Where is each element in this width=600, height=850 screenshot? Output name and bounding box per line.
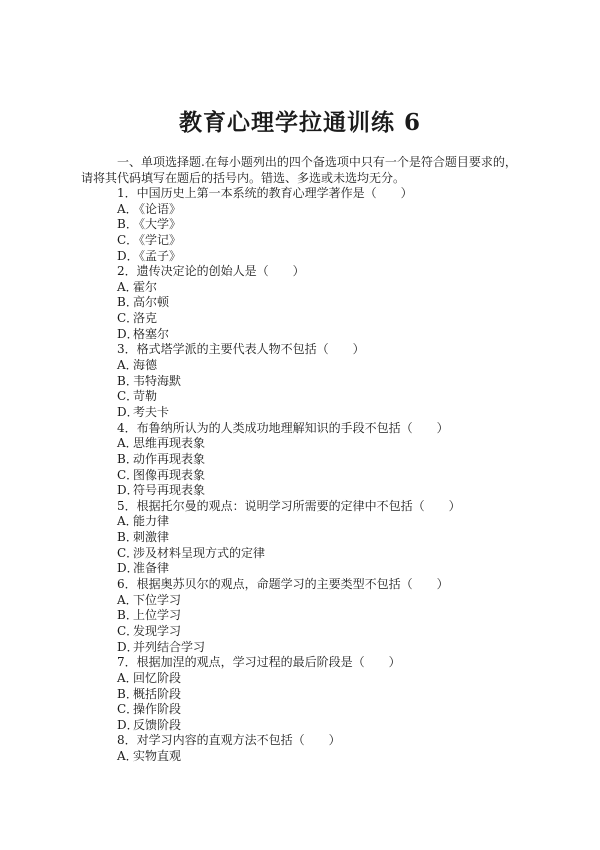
option-letter: C． [117, 389, 139, 404]
question-number: 4． [117, 420, 137, 435]
option-text: 上位学习 [133, 608, 182, 623]
option-letter: B． [117, 373, 138, 388]
option-text: 思维再现表象 [133, 436, 206, 451]
option-letter: C． [117, 232, 139, 247]
question-number: 8． [117, 733, 137, 748]
question-text: 中国历史上第一本系统的教育心理学著作是（ ） [136, 186, 413, 200]
answer-option [117, 452, 557, 468]
option-text: 苛勒 [133, 389, 158, 404]
answer-option [117, 389, 557, 405]
option-text: 《大学》 [133, 217, 182, 232]
answer-option [117, 280, 557, 296]
option-letter: B． [117, 217, 138, 232]
question-stem [117, 421, 557, 437]
option-letter: A． [117, 436, 138, 451]
option-text: 操作阶段 [133, 702, 182, 717]
option-letter: B． [117, 608, 138, 623]
option-text: 回忆阶段 [133, 670, 182, 685]
option-letter: D． [117, 404, 139, 419]
option-text: 图像再现表象 [133, 467, 206, 482]
option-letter: D． [117, 483, 139, 498]
page-title: 教育心理学拉通训练 6 [178, 109, 421, 136]
option-letter: C． [117, 311, 139, 326]
answer-option [117, 311, 557, 327]
option-text: 下位学习 [133, 592, 182, 607]
option-text: 霍尔 [133, 279, 158, 294]
section-intro [81, 154, 537, 186]
option-letter: B． [117, 686, 138, 701]
option-text: 高尔顿 [133, 295, 170, 310]
intro-line-2: 请将其代码填写在题后的括号内。错选、多选或未选均无分。 [81, 171, 406, 185]
option-letter: A． [117, 201, 138, 216]
answer-option [117, 468, 557, 484]
question-stem [117, 733, 557, 749]
answer-option [117, 530, 557, 546]
question-stem [117, 264, 557, 280]
answer-option [117, 718, 557, 734]
question-stem [117, 186, 557, 202]
question-text: 根据托尔曼的观点：说明学习所需要的定律中不包括（ ） [136, 498, 461, 513]
answer-option [117, 436, 557, 452]
option-text: 准备律 [133, 561, 170, 576]
option-letter: A． [117, 279, 138, 294]
option-letter: D． [117, 561, 139, 576]
answer-option [117, 233, 557, 249]
answer-option [117, 405, 557, 421]
option-text: 能力律 [133, 514, 170, 529]
question-stem [117, 655, 557, 671]
option-text: 反馈阶段 [133, 717, 182, 732]
option-letter: B． [117, 530, 138, 545]
answer-option [117, 624, 557, 640]
answer-option [117, 202, 557, 218]
option-letter: D． [117, 326, 139, 341]
option-letter: C． [117, 702, 139, 717]
answer-option [117, 687, 557, 703]
answer-option [117, 374, 557, 390]
option-letter: B． [117, 451, 138, 466]
option-text: 概括阶段 [133, 686, 182, 701]
option-text: 《孟子》 [133, 248, 182, 263]
option-text: 考夫卡 [133, 404, 170, 419]
question-number: 6． [117, 577, 137, 592]
option-letter: D． [117, 639, 139, 654]
question-text: 对学习内容的直观方法不包括（ ） [136, 733, 341, 748]
option-text: 洛克 [133, 311, 158, 326]
option-letter: A． [117, 358, 138, 373]
answer-option [117, 561, 557, 577]
option-text: 韦特海默 [133, 373, 182, 388]
answer-option [117, 249, 557, 265]
option-letter: A． [117, 749, 138, 764]
question-text: 遗传决定论的创始人是（ ） [136, 264, 305, 279]
answer-option [117, 593, 557, 609]
answer-option [117, 358, 557, 374]
question-number: 5． [117, 498, 137, 513]
option-letter: A． [117, 670, 138, 685]
option-letter: D． [117, 717, 139, 732]
option-letter: D． [117, 248, 139, 263]
option-text: 动作再现表象 [133, 451, 206, 466]
question-number: 2． [117, 264, 137, 279]
option-text: 《学记》 [133, 232, 182, 247]
answer-option [117, 608, 557, 624]
intro-line-1: 一、单项选择题.在每小题列出的四个备选项中只有一个是符合题目要求的， [117, 155, 517, 169]
question-text: 根据加涅的观点，学习过程的最后阶段是（ ） [136, 655, 401, 670]
answer-option [117, 217, 557, 233]
option-text: 并列结合学习 [133, 639, 206, 654]
option-text: 海德 [133, 358, 158, 373]
question-text: 布鲁纳所认为的人类成功地理解知识的手段不包括（ ） [136, 420, 449, 435]
question-stem [117, 499, 557, 515]
option-letter: C． [117, 623, 139, 638]
option-letter: A． [117, 592, 138, 607]
question-stem [117, 342, 557, 358]
option-letter: C． [117, 467, 139, 482]
answer-option [117, 749, 557, 765]
question-number: 7． [117, 655, 137, 670]
answer-option [117, 514, 557, 530]
option-text: 《论语》 [133, 201, 182, 216]
option-text: 符号再现表象 [133, 483, 206, 498]
answer-option [117, 546, 557, 562]
option-text: 涉及材料呈现方式的定律 [133, 545, 266, 560]
question-number: 1． [117, 186, 137, 200]
question-text: 根据奥苏贝尔的观点，命题学习的主要类型不包括（ ） [136, 577, 449, 592]
option-text: 格塞尔 [133, 326, 170, 341]
question-text: 格式塔学派的主要代表人物不包括（ ） [136, 342, 365, 357]
question-list [117, 186, 557, 765]
question-number: 3． [117, 342, 137, 357]
option-letter: B． [117, 295, 138, 310]
answer-option [117, 483, 557, 499]
answer-option [117, 671, 557, 687]
option-letter: C． [117, 545, 139, 560]
answer-option [117, 702, 557, 718]
option-letter: A． [117, 514, 138, 529]
option-text: 实物直观 [133, 749, 182, 764]
answer-option [117, 327, 557, 343]
answer-option [117, 640, 557, 656]
option-text: 刺激律 [133, 530, 170, 545]
option-text: 发现学习 [133, 623, 182, 638]
question-stem [117, 577, 557, 593]
answer-option [117, 295, 557, 311]
